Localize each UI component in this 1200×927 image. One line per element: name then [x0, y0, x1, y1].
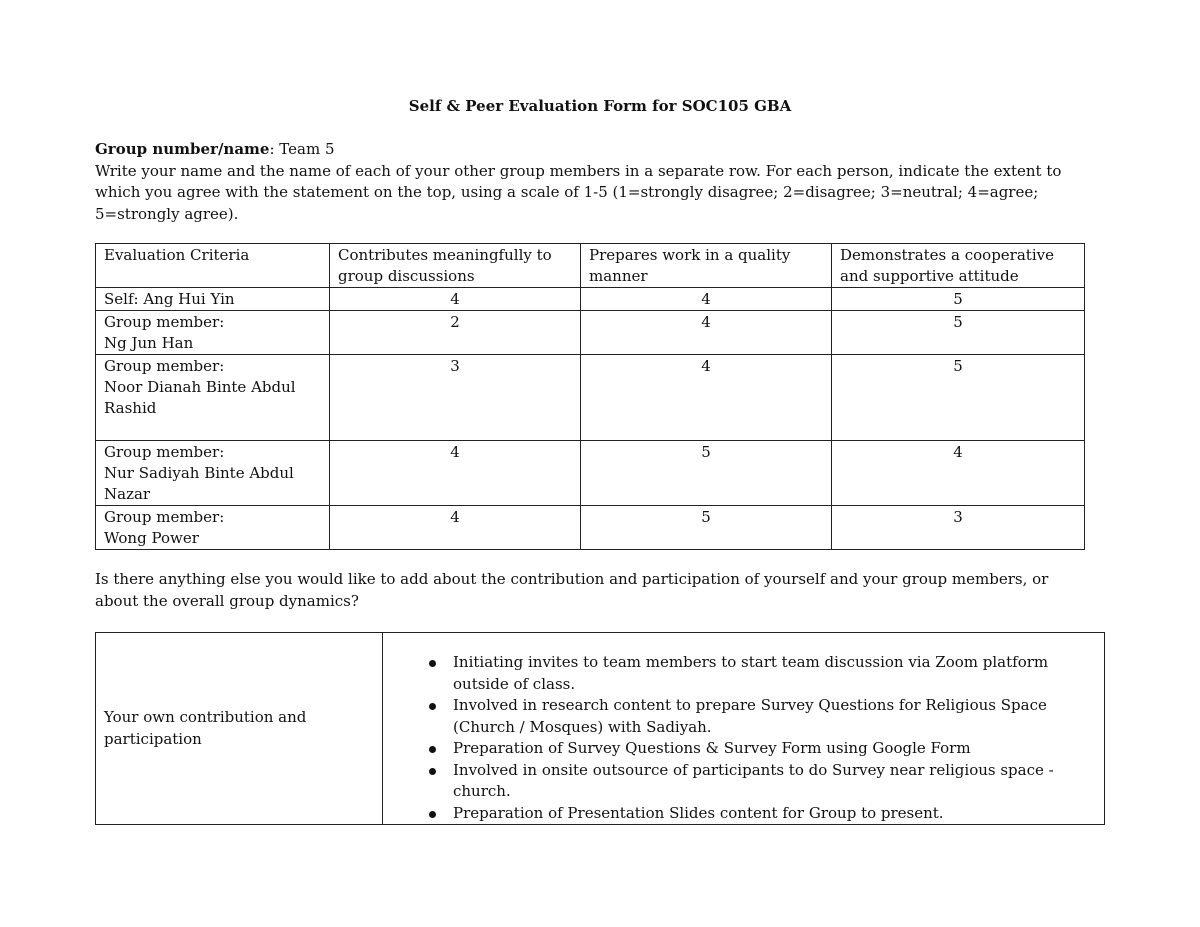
member-role: Group member:	[104, 508, 225, 526]
contribution-list-cell	[383, 633, 1105, 825]
member-name: Noor Dianah Binte Abdul Rashid	[104, 378, 296, 417]
header-cell: Evaluation Criteria	[96, 244, 330, 288]
list-item-text: Involved in onsite outsource of participants to do Survey near religious space - church.	[453, 760, 1054, 800]
score-cell: 4	[832, 441, 1085, 506]
list-item	[445, 738, 1096, 760]
evaluation-header-row	[96, 244, 1085, 288]
list-item-text: Preparation of Survey Questions & Survey Form using Google Form	[453, 739, 971, 757]
list-item	[445, 652, 1096, 695]
group-line	[95, 139, 1085, 161]
score-cell: 5	[581, 506, 832, 550]
header-cell: Prepares work in a quality manner	[581, 244, 832, 288]
score-cell: 4	[581, 355, 832, 441]
bullet-icon	[429, 660, 436, 667]
list-item-text: Involved in research content to prepare Survey Questions for Religious Space (Church / Mosques) with Sadiyah.	[453, 696, 1047, 736]
score-cell: 2	[330, 311, 581, 355]
score-cell: 5	[832, 355, 1085, 441]
table-row	[96, 441, 1085, 506]
form-title: Self & Peer Evaluation Form for SOC105 GBA	[408, 97, 792, 115]
member-role: Group member:	[104, 313, 225, 331]
group-label: Group number/name	[95, 140, 270, 158]
member-role: Group member:	[104, 357, 225, 375]
intro-section	[95, 139, 1085, 225]
member-role: Group member:	[104, 443, 225, 461]
score-cell: 4	[330, 288, 581, 311]
contribution-list	[391, 652, 1096, 824]
score-cell: 3	[330, 355, 581, 441]
bullet-icon	[429, 768, 436, 775]
instructions-text: Write your name and the name of each of your other group members in a separate row. For each person, indicate the extent to which you agree with the statement on the top, using a scale of 1-5 (1=strongly disagree; 2=disagree; 3=neutral; 4=agree; 5=strongly agree).	[95, 161, 1062, 223]
contribution-table	[95, 632, 1105, 825]
score-cell: 5	[581, 441, 832, 506]
member-cell	[96, 311, 330, 355]
member-name: Wong Power	[104, 529, 199, 547]
list-item-text: Preparation of Presentation Slides content for Group to present.	[453, 803, 944, 822]
bullet-icon	[429, 703, 436, 710]
member-cell	[96, 355, 330, 441]
table-row	[96, 288, 1085, 311]
member-cell	[96, 288, 330, 311]
score-cell: 4	[581, 288, 832, 311]
score-cell: 4	[330, 441, 581, 506]
list-item-text: Initiating invites to team members to start team discussion via Zoom platform outside of class.	[453, 653, 1049, 693]
score-cell: 5	[832, 288, 1085, 311]
header-cell: Demonstrates a cooperative and supportive attitude	[832, 244, 1085, 288]
table-row	[96, 311, 1085, 355]
bullet-icon	[429, 746, 436, 753]
score-cell: 3	[832, 506, 1085, 550]
table-row	[96, 506, 1085, 550]
list-item	[445, 803, 1096, 825]
table-row	[96, 355, 1085, 441]
bullet-icon	[429, 811, 436, 818]
member-name: Ng Jun Han	[104, 334, 194, 352]
member-cell	[96, 506, 330, 550]
member-role: Self: Ang Hui Yin	[104, 290, 235, 308]
score-cell: 4	[330, 506, 581, 550]
contribution-row	[96, 633, 1105, 825]
list-item	[445, 695, 1096, 738]
member-name: Nur Sadiyah Binte Abdul Nazar	[104, 464, 294, 503]
additional-comments-question: Is there anything else you would like to add about the contribution and participation of yourself and your group members, or about the overall group dynamics?	[95, 570, 1049, 610]
evaluation-table	[95, 243, 1085, 550]
header-cell: Contributes meaningfully to group discussions	[330, 244, 581, 288]
score-cell: 5	[832, 311, 1085, 355]
list-item	[445, 760, 1096, 803]
score-cell: 4	[581, 311, 832, 355]
contribution-label: Your own contribution and participation	[96, 633, 383, 825]
member-cell	[96, 441, 330, 506]
group-value: : Team 5	[269, 140, 335, 158]
